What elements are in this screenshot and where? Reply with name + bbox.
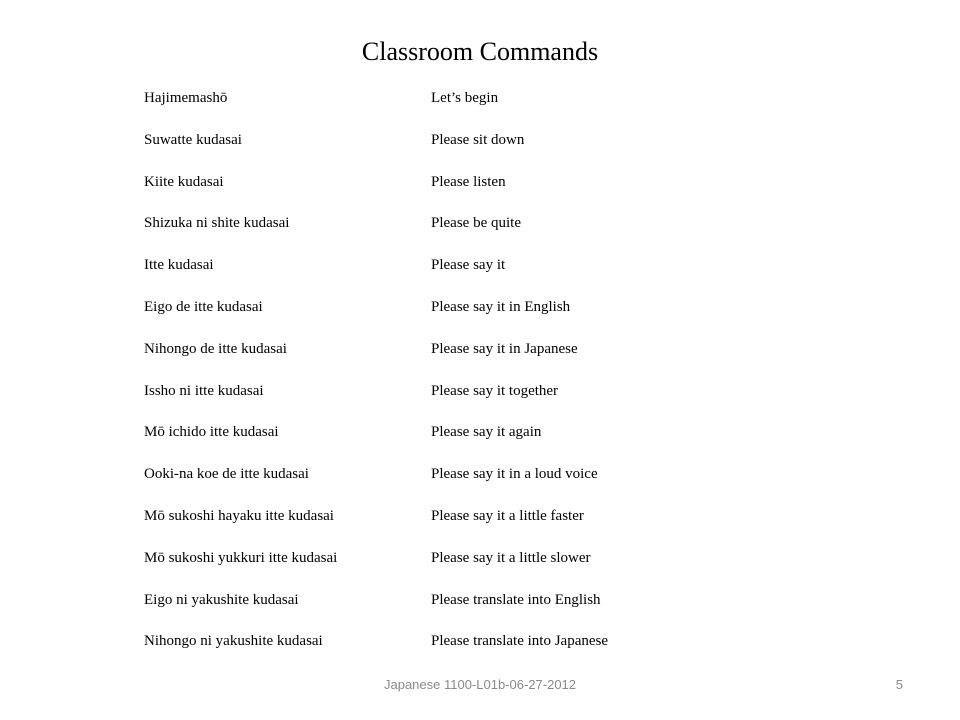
command-japanese: Mō sukoshi hayaku itte kudasai bbox=[144, 507, 334, 524]
command-english: Please say it a little slower bbox=[431, 549, 591, 566]
command-english: Please say it in Japanese bbox=[431, 340, 578, 357]
command-japanese: Eigo ni yakushite kudasai bbox=[144, 591, 299, 608]
command-english: Please say it again bbox=[431, 424, 542, 441]
command-row bbox=[144, 255, 704, 297]
command-japanese: Shizuka ni shite kudasai bbox=[144, 215, 290, 232]
command-japanese: Mō ichido itte kudasai bbox=[144, 424, 279, 441]
command-english: Please say it in English bbox=[431, 298, 571, 315]
command-english: Please listen bbox=[431, 173, 506, 190]
slide-title: Classroom Commands bbox=[361, 37, 599, 66]
command-row bbox=[144, 339, 704, 381]
command-english: Please translate into English bbox=[431, 591, 601, 608]
command-japanese: Ooki-na koe de itte kudasai bbox=[144, 466, 309, 483]
command-english: Please translate into Japanese bbox=[431, 633, 609, 650]
command-row bbox=[144, 213, 704, 255]
command-japanese: Issho ni itte kudasai bbox=[144, 382, 264, 399]
command-row bbox=[144, 464, 704, 506]
command-english: Please sit down bbox=[431, 131, 525, 148]
command-japanese: Nihongo ni yakushite kudasai bbox=[144, 633, 323, 650]
command-row bbox=[144, 297, 704, 339]
command-english: Please say it bbox=[431, 257, 506, 274]
command-row bbox=[144, 88, 704, 130]
page-number: 5 bbox=[895, 677, 903, 692]
command-english: Please say it in a loud voice bbox=[431, 466, 598, 483]
command-row bbox=[144, 130, 704, 172]
command-row bbox=[144, 506, 704, 548]
command-japanese: Hajimemashō bbox=[144, 90, 228, 106]
command-japanese: Suwatte kudasai bbox=[144, 131, 242, 148]
command-english: Please say it together bbox=[431, 382, 559, 399]
command-row bbox=[144, 548, 704, 590]
command-row bbox=[144, 422, 704, 464]
command-row bbox=[144, 172, 704, 214]
command-japanese: Mō sukoshi yukkuri itte kudasai bbox=[144, 549, 338, 566]
command-row bbox=[144, 631, 704, 673]
footer-text: Japanese 1100-L01b-06-27-2012 bbox=[383, 677, 577, 692]
command-english: Please be quite bbox=[431, 215, 521, 232]
command-japanese: Nihongo de itte kudasai bbox=[144, 340, 287, 357]
command-table bbox=[144, 88, 704, 673]
command-japanese: Itte kudasai bbox=[144, 257, 214, 274]
command-japanese: Kiite kudasai bbox=[144, 173, 224, 190]
command-japanese: Eigo de itte kudasai bbox=[144, 298, 263, 315]
command-row bbox=[144, 381, 704, 423]
command-english: Let’s begin bbox=[431, 90, 499, 106]
command-english: Please say it a little faster bbox=[431, 507, 584, 524]
command-row bbox=[144, 590, 704, 632]
